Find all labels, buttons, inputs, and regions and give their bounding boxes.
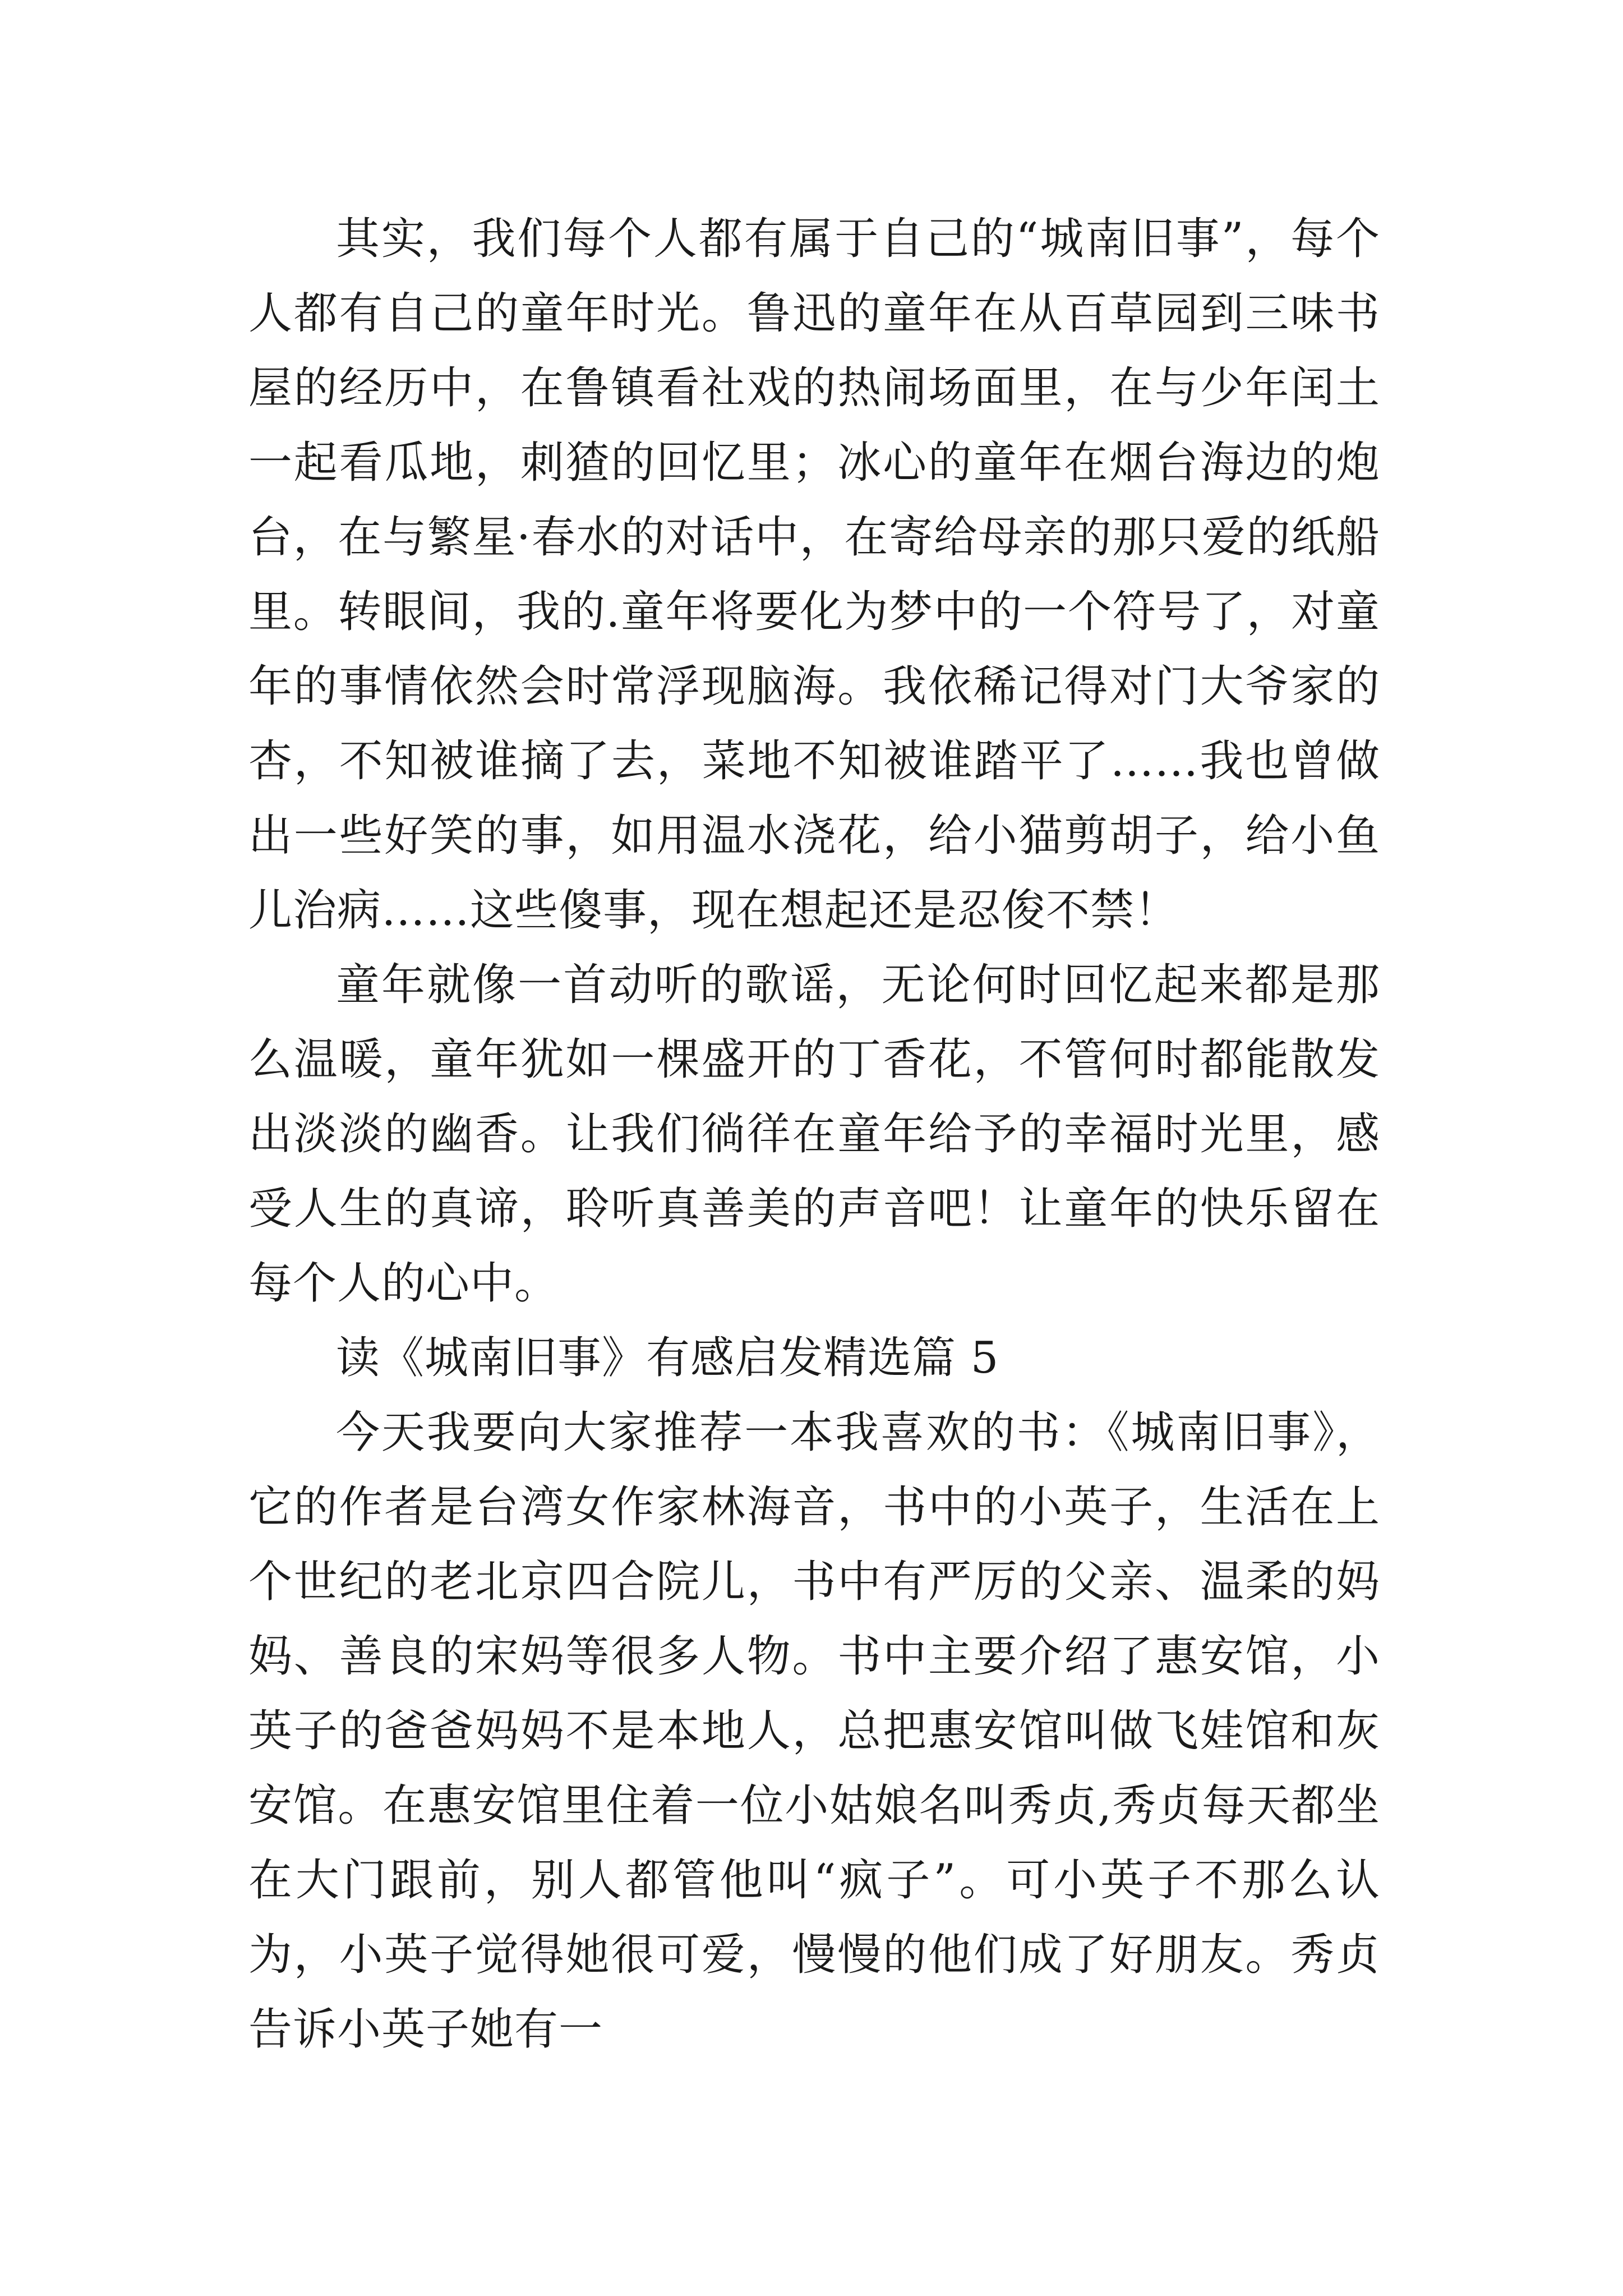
- body-paragraph-2: 童年就像一首动听的歌谣，无论何时回忆起来都是那么温暖，童年犹如一棵盛开的丁香花，不管何时都能散发出淡淡的幽香。让我们徜徉在童年给予的幸福时光里，感受人生的真谛，聆听真善美的声音吧！让童年的快乐留在每个人的心中。: [248, 960, 1380, 1309]
- body-paragraph-3: 今天我要向大家推荐一本我喜欢的书：《城南旧事》，它的作者是台湾女作家林海音，书中的小英子，生活在上个世纪的老北京四合院儿，书中有严厉的父亲、温柔的妈妈、善良的宋妈等很多人物。书中主要介绍了惠安馆，小英子的爸爸妈妈不是本地人，总把惠安馆叫做飞娃馆和灰安馆。在惠安馆里住着一位小姑娘名叫秀贞,秀贞每天都坐在大门跟前，别人都管他叫“疯子”。可小英子不那么认为，小英子觉得她很可爱，慢慢的他们成了好朋友。秀贞告诉小英子她有一: [248, 1407, 1380, 2055]
- document-body: [248, 202, 1380, 2067]
- body-paragraph-1: 其实，我们每个人都有属于自己的“城南旧事”，每个人都有自己的童年时光。鲁迅的童年在从百草园到三味书屋的经历中，在鲁镇看社戏的热闹场面里，在与少年闰土一起看瓜地，刺猹的回忆里；冰心的童年在烟台海边的炮台，在与繁星·春水的对话中，在寄给母亲的那只爱的纸船里。转眼间，我的.童年将要化为梦中的一个符号了，对童年的事情依然会时常浮现脑海。我依稀记得对门大爷家的杏，不知被谁摘了去，菜地不知被谁踏平了……我也曾做出一些好笑的事，如用温水浇花，给小猫剪胡子，给小鱼儿治病……这些傻事，现在想起还是忍俊不禁！: [248, 214, 1380, 936]
- section-heading: 读《城南旧事》有感启发精选篇 5: [336, 1333, 999, 1383]
